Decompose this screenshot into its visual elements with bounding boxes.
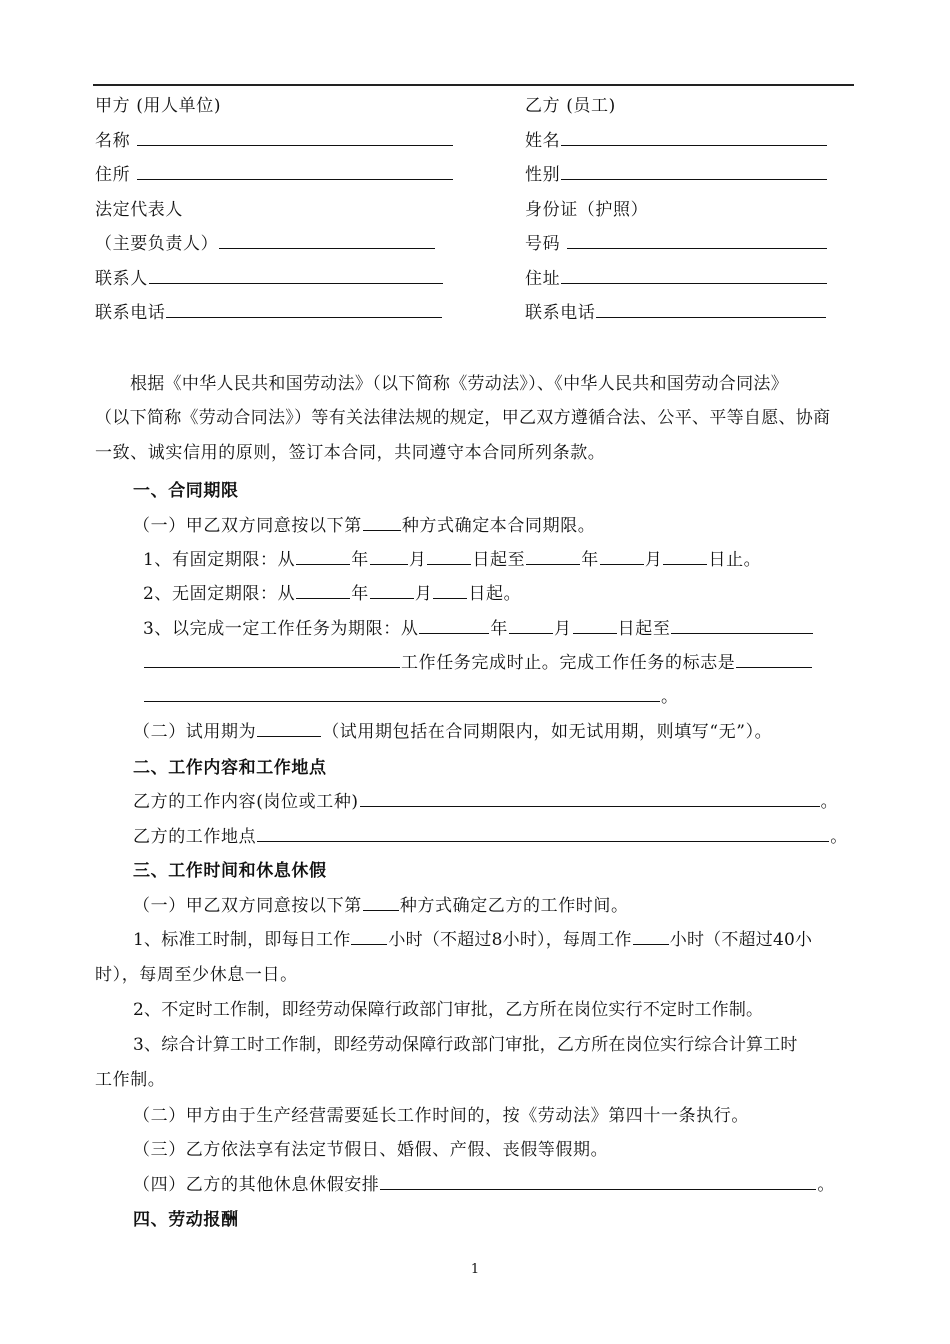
blank-line — [149, 268, 443, 284]
section-2-heading: 二、工作内容和工作地点 — [133, 758, 327, 778]
section-1-heading: 一、合同期限 — [133, 481, 239, 501]
preamble-line-3: 一致、诚实信用的原则，签订本合同，共同遵守本合同所列条款。 — [95, 443, 606, 463]
fixed-term-line: 1、有固定期限：从 年 月 日起至 年 月 日止。 — [143, 550, 762, 570]
section-4-heading: 四、劳动报酬 — [133, 1210, 239, 1230]
other-leave-line: （四）乙方的其他休息休假安排 。 — [133, 1175, 836, 1195]
blank-line — [433, 583, 467, 599]
blank-line — [561, 164, 827, 180]
page-number: 1 — [470, 1262, 480, 1277]
party-a-address-field: 住所 — [95, 164, 454, 186]
section-3-heading: 三、工作时间和休息休假 — [133, 861, 327, 881]
blank-line — [736, 652, 812, 668]
blank-line — [380, 1174, 816, 1190]
blank-line — [509, 618, 553, 634]
task-complete-line: 工作任务完成时止。完成工作任务的标志是 — [143, 652, 813, 674]
party-b-gender-field: 性别 — [525, 164, 828, 186]
party-a-phone-field: 联系电话 — [95, 302, 443, 324]
party-b-title: 乙方 (员工) — [525, 96, 616, 116]
blank-line — [137, 164, 453, 180]
task-term-line: 3、以完成一定工作任务为期限：从 年 月 日起至 — [143, 618, 814, 640]
holidays-line: （三）乙方依法享有法定节假日、婚假、产假、丧假等假期。 — [133, 1140, 609, 1160]
work-place-line: 乙方的工作地点 。 — [133, 827, 848, 847]
party-a-name-field: 名称 — [95, 130, 454, 152]
blank-line — [600, 549, 644, 565]
blank-line — [257, 826, 829, 842]
blank-line — [561, 130, 827, 146]
blank-line — [360, 791, 820, 807]
blank-line — [363, 515, 401, 531]
party-a-title: 甲方 (用人单位) — [95, 96, 222, 116]
blank-line — [561, 268, 827, 284]
task-mark-line: 。 — [143, 686, 679, 708]
blank-line — [144, 686, 660, 702]
party-a-contact-field: 联系人 — [95, 268, 444, 290]
work-content-line: 乙方的工作内容(岗位或工种) 。 — [133, 792, 839, 812]
top-rule — [93, 84, 854, 86]
party-b-id-field: 号码 — [525, 233, 828, 255]
preamble-line-2: （以下简称《劳动合同法》）等有关法律法规的规定，甲乙双方遵循合法、公平、平等自愿、协商 — [95, 408, 831, 428]
standard-hours-line-2: 时），每周至少休息一日。 — [95, 965, 298, 985]
blank-line — [633, 929, 669, 945]
work-time-method-line: （一）甲乙双方同意按以下第 种方式确定乙方的工作时间。 — [133, 896, 629, 916]
comprehensive-hours-line: 3、综合计算工时工作制，即经劳动保障行政部门审批，乙方所在岗位实行综合计算工时 — [133, 1035, 798, 1055]
blank-line — [144, 652, 400, 668]
blank-line — [427, 549, 471, 565]
blank-line — [370, 549, 408, 565]
blank-line — [663, 549, 707, 565]
party-b-address-field: 住址 — [525, 268, 828, 290]
blank-line — [419, 618, 489, 634]
open-term-line: 2、无固定期限：从 年 月 日起。 — [143, 584, 522, 604]
blank-line — [363, 895, 399, 911]
party-a-rep-label: 法定代表人 — [95, 200, 183, 220]
blank-line — [137, 130, 453, 146]
party-a-rep-field: （主要负责人） — [95, 233, 436, 255]
blank-line — [351, 929, 387, 945]
blank-line — [526, 549, 580, 565]
standard-hours-line: 1、标准工时制，即每日工作 小时（不超过8小时），每周工作 小时（不超过40小 — [133, 930, 813, 950]
party-b-name-field: 姓名 — [525, 130, 828, 152]
blank-line — [370, 583, 414, 599]
blank-line — [166, 302, 442, 318]
blank-line — [296, 583, 350, 599]
blank-line — [567, 233, 827, 249]
flexible-hours-line: 2、不定时工作制，即经劳动保障行政部门审批，乙方所在岗位实行不定时工作制。 — [133, 1000, 764, 1020]
comprehensive-hours-line-2: 工作制。 — [95, 1070, 166, 1090]
party-b-id-label: 身份证（护照） — [525, 200, 649, 220]
blank-line — [671, 618, 813, 634]
overtime-line: （二）甲方由于生产经营需要延长工作时间的，按《劳动法》第四十一条执行。 — [133, 1106, 749, 1126]
preamble-line-1: 根据《中华人民共和国劳动法》（以下简称《劳动法》）、《中华人民共和国劳动合同法》 — [130, 374, 788, 394]
blank-line — [596, 302, 826, 318]
term-method-line: （一）甲乙双方同意按以下第 种方式确定本合同期限。 — [133, 516, 596, 536]
blank-line — [257, 721, 321, 737]
blank-line — [219, 233, 435, 249]
blank-line — [573, 618, 617, 634]
probation-line: （二）试用期为 （试用期包括在合同期限内，如无试用期，则填写“无”）。 — [133, 722, 773, 742]
party-b-phone-field: 联系电话 — [525, 302, 827, 324]
blank-line — [296, 549, 350, 565]
